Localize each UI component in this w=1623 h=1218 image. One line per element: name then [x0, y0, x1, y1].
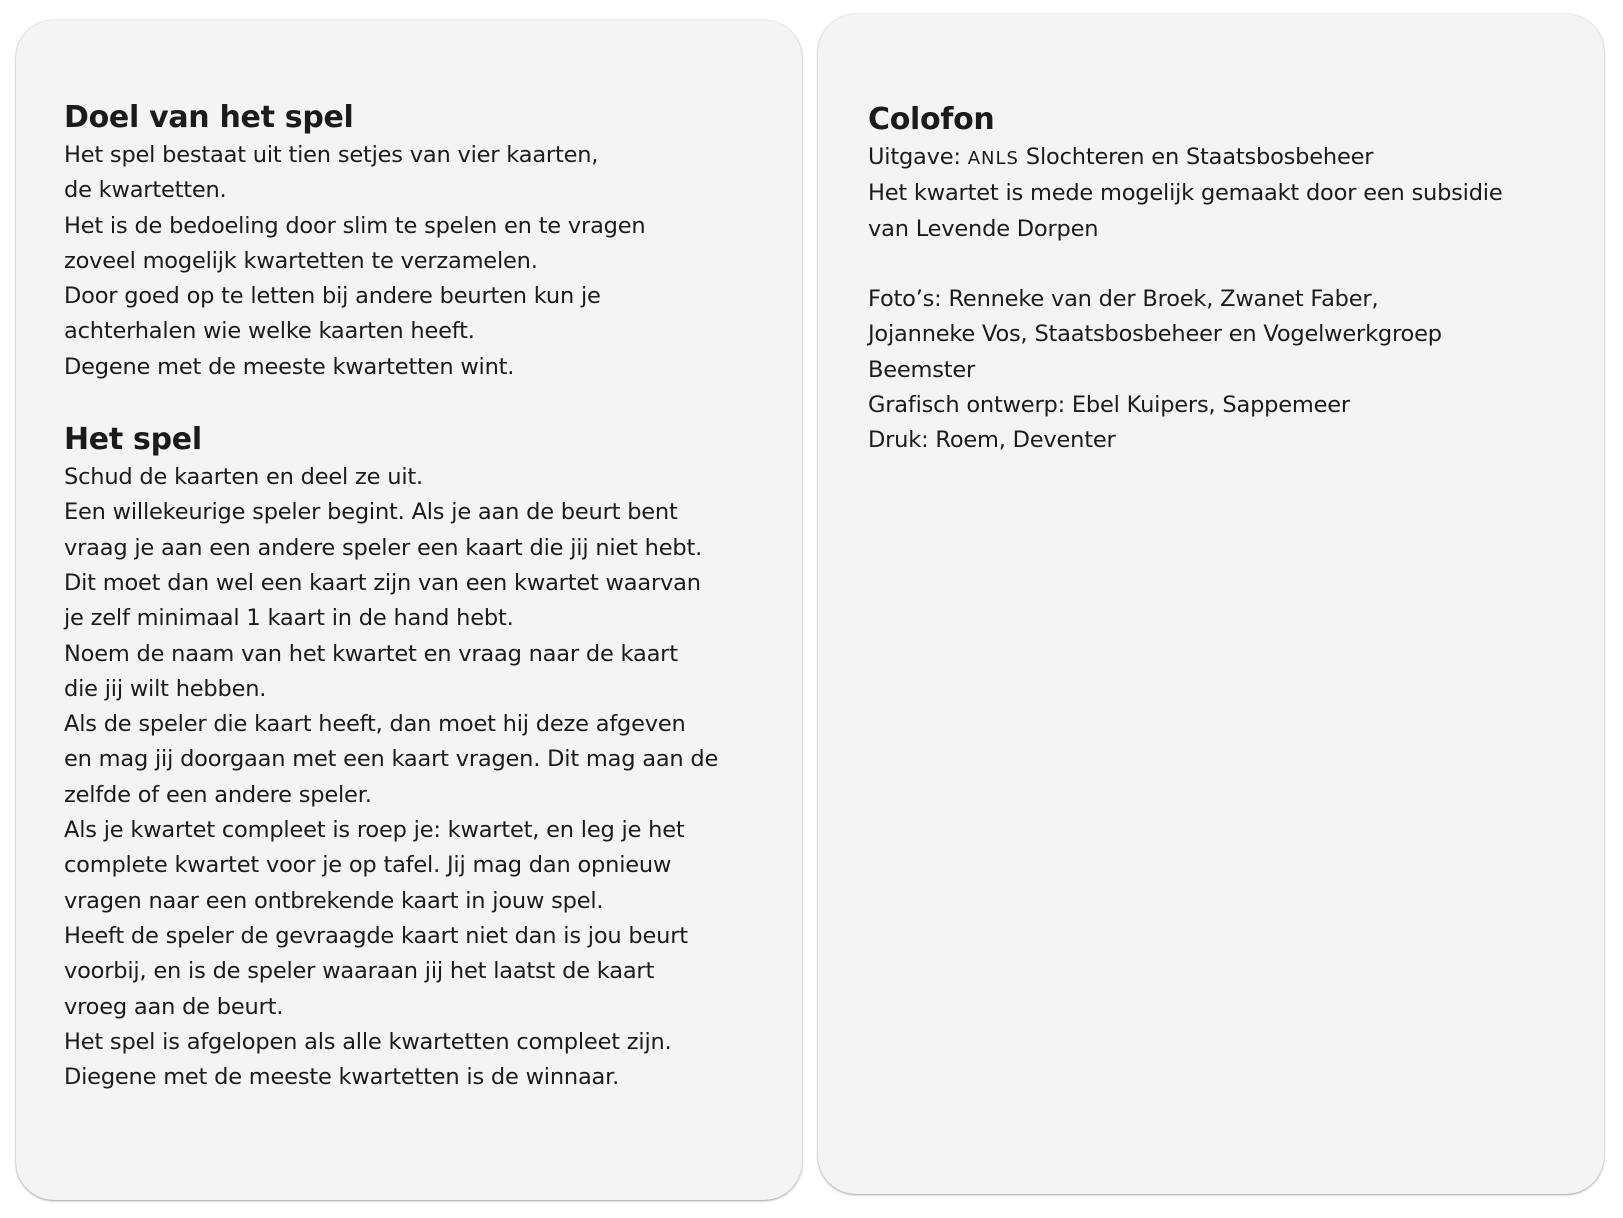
colofon-text — [868, 140, 1574, 459]
game-line: Het spel is afgelopen als alle kwartetten compleet zijn. — [64, 1028, 672, 1055]
game-line: Als je kwartet compleet is roep je: kwartet, en leg je het — [64, 817, 685, 844]
publisher-line — [868, 140, 1574, 176]
game-line: zelfde of een andere speler. — [64, 781, 372, 808]
game-line: vragen naar een ontbrekende kaart in jouw spel. — [64, 887, 604, 914]
game-line: Als de speler die kaart heeft, dan moet hij deze afgeven — [64, 711, 686, 738]
publisher-label: Uitgave: — [868, 144, 961, 170]
goal-line: achterhalen wie welke kaarten heeft. — [64, 318, 475, 345]
goal-line: de kwartetten. — [64, 177, 227, 204]
colofon-line: Druk: Roem, Deventer — [868, 427, 1116, 454]
colofon-line: van Levende Dorpen — [868, 215, 1099, 242]
game-line: en mag jij doorgaan met een kaart vragen. Dit mag aan de — [64, 746, 719, 773]
game-line: Noem de naam van het kwartet en vraag naar de kaart — [64, 640, 678, 667]
goal-text — [64, 138, 772, 385]
game-line: vroeg aan de beurt. — [64, 993, 284, 1020]
game-line: Schud de kaarten en deel ze uit. — [64, 464, 423, 491]
game-line: complete kwartet voor je op tafel. Jij mag dan opnieuw — [64, 852, 672, 879]
goal-line: Door goed op te letten bij andere beurten kun je — [64, 283, 601, 310]
colofon-line: Grafisch ontwerp: Ebel Kuipers, Sappemeer — [868, 392, 1350, 419]
goal-line: Degene met de meeste kwartetten wint. — [64, 353, 515, 380]
goal-heading: Doel van het spel — [64, 100, 354, 135]
game-text — [64, 460, 772, 1095]
colofon-line: Foto’s: Renneke van der Broek, Zwanet Faber, — [868, 286, 1379, 313]
goal-line: Het spel bestaat uit tien setjes van vier kaarten, — [64, 142, 599, 168]
game-line: die jij wilt hebben. — [64, 675, 267, 702]
game-line: Een willekeurige speler begint. Als je aan de beurt bent — [64, 499, 678, 526]
colofon-card — [818, 14, 1604, 1194]
section-spacer — [64, 385, 772, 420]
rules-card — [16, 20, 802, 1200]
publisher-rest: Slochteren en Staatsbosbeheer — [1025, 144, 1374, 170]
goal-line: zoveel mogelijk kwartetten te verzamelen. — [64, 247, 538, 274]
goal-line: Het is de bedoeling door slim te spelen en te vragen — [64, 212, 646, 239]
game-line: vraag je aan een andere speler een kaart die jij niet hebt. — [64, 534, 703, 561]
publisher-org: ANLS — [967, 148, 1019, 169]
colofon-heading: Colofon — [868, 102, 995, 137]
blank-line — [868, 247, 1574, 282]
colofon-line: Jojanneke Vos, Staatsbosbeheer en Vogelwerkgroep — [868, 321, 1442, 348]
game-line: voorbij, en is de speler waaraan jij het laatst de kaart — [64, 958, 655, 985]
colofon-line: Beemster — [868, 356, 976, 383]
game-line: Dit moet dan wel een kaart zijn van een kwartet waarvan — [64, 569, 701, 596]
colofon-line: Het kwartet is mede mogelijk gemaakt door een subsidie — [868, 180, 1503, 207]
game-line: Diegene met de meeste kwartetten is de winnaar. — [64, 1064, 620, 1091]
game-heading: Het spel — [64, 422, 202, 458]
game-line: je zelf minimaal 1 kaart in de hand hebt. — [64, 605, 514, 632]
game-line: Heeft de speler de gevraagde kaart niet dan is jou beurt — [64, 922, 688, 949]
